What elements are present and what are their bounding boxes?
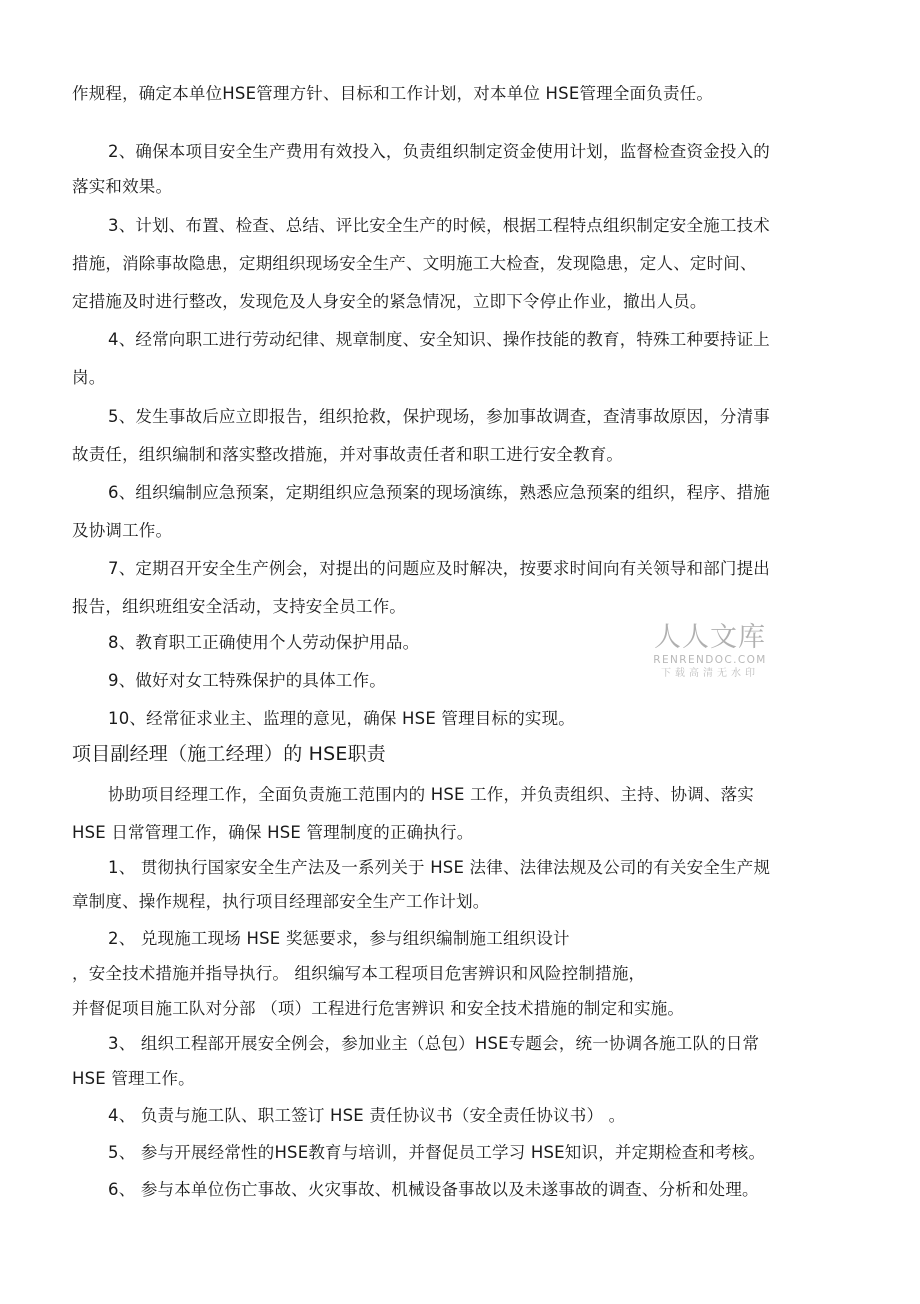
watermark-subtitle: 下载高清无水印 xyxy=(661,668,759,679)
text-line: 4、 负责与施工队、职工签订 HSE 责任协议书（安全责任协议书） 。 xyxy=(108,1106,626,1125)
section-heading: 项目副经理（施工经理）的 HSE职责 xyxy=(72,743,386,765)
text-line: 10、经常征求业主、监理的意见，确保 HSE 管理目标的实现。 xyxy=(108,709,575,728)
text-line: 及协调工作。 xyxy=(72,521,173,540)
text-line: 4、经常向职工进行劳动纪律、规章制度、安全知识、操作技能的教育，特殊工种要持证上 xyxy=(108,330,770,349)
text-line: 落实和效果。 xyxy=(72,177,173,196)
text-line: 5、 参与开展经常性的HSE教育与培训，并督促员工学习 HSE知识，并定期检查和考核。 xyxy=(108,1143,766,1162)
text-line: ，安全技术措施并指导执行。 组织编写本工程项目危害辨识和风险控制措施， xyxy=(72,964,646,983)
text-line: 故责任，组织编制和落实整改措施，并对事故责任者和职工进行安全教育。 xyxy=(72,445,624,464)
text-line: 岗。 xyxy=(72,368,106,387)
text-line: 8、教育职工正确使用个人劳动保护用品。 xyxy=(108,633,420,652)
text-line: 9、做好对女工特殊保护的具体工作。 xyxy=(108,671,386,690)
text-line: 5、发生事故后应立即报告，组织抢救，保护现场，参加事故调查，查清事故原因，分清事 xyxy=(108,407,770,426)
text-line: 定措施及时进行整改，发现危及人身安全的紧急情况，立即下令停止作业，撤出人员。 xyxy=(72,292,707,311)
text-line: 作规程，确定本单位HSE管理方针、目标和工作计划，对本单位 HSE管理全面负责任。 xyxy=(72,84,714,103)
text-line: 6、 参与本单位伤亡事故、火灾事故、机械设备事故以及未遂事故的调查、分析和处理。 xyxy=(108,1180,759,1199)
watermark-url: RENRENDOC.COM xyxy=(653,654,767,666)
text-line: 7、定期召开安全生产例会，对提出的问题应及时解决，按要求时间向有关领导和部门提出 xyxy=(108,559,770,578)
text-line: HSE 管理工作。 xyxy=(72,1069,195,1088)
text-line: 1、 贯彻执行国家安全生产法及一系列关于 HSE 法律、法律法规及公司的有关安全生产规 xyxy=(108,858,771,877)
text-line: 章制度、操作规程，执行项目经理部安全生产工作计划。 xyxy=(72,892,490,911)
text-line: 3、计划、布置、检查、总结、评比安全生产的时候，根据工程特点组织制定安全施工技术 xyxy=(108,216,770,235)
text-line: 报告，组织班组安全活动，支持安全员工作。 xyxy=(72,597,406,616)
text-line: 2、 兑现施工现场 HSE 奖惩要求，参与组织编制施工组织设计 xyxy=(108,929,570,948)
text-line: 6、组织编制应急预案，定期组织应急预案的现场演练，熟悉应急预案的组织，程序、措施 xyxy=(108,483,770,502)
watermark-title: 人人文库 xyxy=(654,622,766,653)
text-line: 3、 组织工程部开展安全例会，参加业主（总包）HSE专题会，统一协调各施工队的日常 xyxy=(108,1034,760,1053)
text-line: HSE 日常管理工作，确保 HSE 管理制度的正确执行。 xyxy=(72,823,474,842)
text-line: 措施，消除事故隐患，定期组织现场安全生产、文明施工大检查，发现隐患，定人、定时间、 xyxy=(72,254,757,273)
text-line: 2、确保本项目安全生产费用有效投入，负责组织制定资金使用计划，监督检查资金投入的 xyxy=(108,142,770,161)
text-line: 并督促项目施工队对分部 （项）工程进行危害辨识 和安全技术措施的制定和实施。 xyxy=(72,999,685,1018)
watermark xyxy=(640,622,780,681)
text-line: 协助项目经理工作，全面负责施工范围内的 HSE 工作，并负责组织、主持、协调、落实 xyxy=(108,785,754,804)
